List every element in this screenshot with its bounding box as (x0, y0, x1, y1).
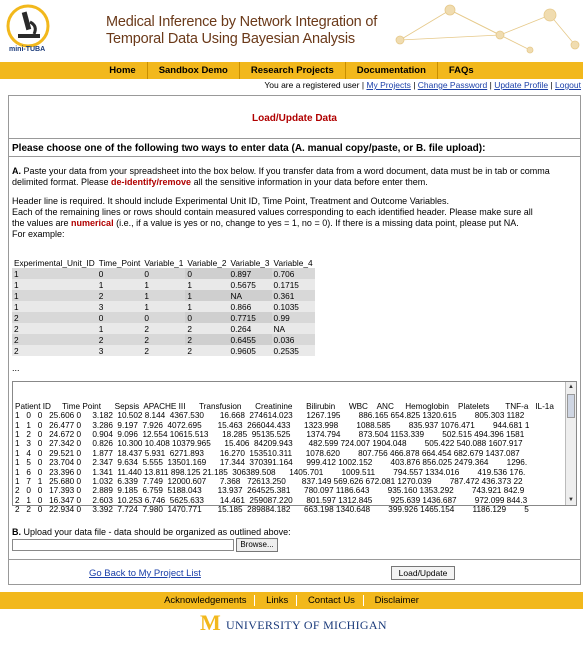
example-cell: Time_Point (98, 257, 141, 268)
example-cell: 0.361 (272, 290, 315, 301)
browse-button[interactable]: Browse... (236, 538, 278, 552)
textarea-line: 1 1 0 26.477 0 3.286 9.197 7.926 4072.695 15.463 266044.433 1323.998 1088.585 835.937 1076.471 944.681 1 (15, 420, 530, 430)
textarea-line: 1 5 0 23.704 0 2.347 9.634 5.555 13501.169 17.344 370391.164 999.412 1002.152 403.876 856.025 2479.364 1296. (15, 458, 528, 468)
divider (9, 559, 580, 560)
example-cell: 2 (185, 345, 228, 356)
divider (9, 138, 580, 139)
example-cell: 2 (12, 312, 97, 323)
example-cell: 0.99 (272, 312, 315, 323)
example-cell: 0.1715 (272, 279, 315, 290)
textarea-scrollbar[interactable] (565, 382, 576, 505)
footer-disclaimer[interactable]: Disclaimer (374, 595, 419, 606)
example-cell: 2 (185, 323, 228, 334)
choose-instructions: Please choose one of the following two ways to enter data (A. manual copy/paste, or B. file upload): (12, 143, 486, 154)
site-title-line2: Temporal Data Using Bayesian Analysis (106, 31, 355, 47)
example-cell: 2 (12, 334, 97, 345)
footer-acknowledgements[interactable]: Acknowledgements (156, 595, 255, 606)
nav-documentation[interactable]: Documentation (346, 62, 438, 79)
example-cell: 3 (97, 345, 143, 356)
load-update-button[interactable]: Load/Update (391, 566, 455, 580)
update-profile-link[interactable]: Update Profile (494, 80, 549, 90)
site-header (0, 0, 583, 62)
example-cell: 2 (142, 323, 185, 334)
example-cell: 1 (185, 301, 228, 312)
my-projects-link[interactable]: My Projects (366, 80, 411, 90)
footer-links[interactable]: Links (258, 595, 297, 606)
example-row (12, 312, 315, 323)
example-cell: 1 (12, 268, 97, 279)
separator: | (487, 80, 495, 90)
example-cell: 2 (12, 323, 97, 334)
scroll-thumb[interactable] (567, 394, 575, 418)
example-cell: 0.897 (228, 268, 271, 279)
textarea-line: 2 0 0 17.393 0 2.889 9.185 6.759 5188.043 13.937 264525.381 780.097 1186.643 935.160 1353.292 743.921 842.9 (15, 486, 525, 496)
example-cell: 0.036 (272, 334, 315, 345)
example-cell: 2 (97, 334, 143, 345)
scroll-down-icon[interactable]: ▼ (568, 497, 574, 503)
nav-sandbox-demo[interactable]: Sandbox Demo (148, 62, 240, 79)
example-cell: Variable_1 (144, 257, 184, 268)
example-cell: 2 (12, 345, 97, 356)
nav-research-projects[interactable]: Research Projects (240, 62, 346, 79)
example-cell: 1 (12, 279, 97, 290)
textarea-line: 1 6 0 23.396 0 1.341 11.440 13.811 898.125 21.185 306389.508 1405.701 1009.511 794.557 1334.016 419.536 176. (15, 467, 526, 477)
change-password-link[interactable]: Change Password (417, 80, 488, 90)
university-logo[interactable] (200, 612, 390, 634)
example-cell: 1 (97, 279, 143, 290)
example-cell: Variable_3 (230, 257, 270, 268)
example-cell: 1 (97, 323, 143, 334)
example-cell: 1 (12, 301, 97, 312)
textarea-line: Patient ID Time Point Sepsis APACHE III Transfusion Creatinine Bilirubin WBC ANC Hemoglobin Platelets TNF-a IL-1a (15, 401, 554, 411)
example-cell: 0.1035 (272, 301, 315, 312)
example-cell: 0.2535 (272, 345, 315, 356)
upload-text: Upload your data file - data should be organized as outlined above: (21, 527, 291, 537)
example-cell: 2 (185, 334, 228, 345)
textarea-line: 2 1 0 16.347 0 2.603 10.253 6.746 5625.633 14.461 259087.220 801.597 1312.845 925.639 1436.687 972.099 844.3 (15, 495, 528, 505)
example-row (12, 301, 315, 312)
example-cell: 0.6455 (228, 334, 271, 345)
example-cell: 0.7715 (228, 312, 271, 323)
example-cell: 1 (12, 290, 97, 301)
main-nav (0, 62, 583, 79)
rows-note-line1: Each of the remaining lines or rows should contain measured values corresponding to each identified header. Please make sure all (12, 207, 533, 217)
example-cell: 1 (185, 279, 228, 290)
textarea-line: 1 3 0 27.342 0 0.826 10.300 10.408 10379.965 15.406 84209.943 482.599 724.007 1904.048 505.422 540.088 1607.917 (15, 439, 523, 449)
example-cell: NA (228, 290, 271, 301)
example-cell: 2 (97, 290, 143, 301)
example-row (12, 323, 315, 334)
option-b-label: B. (12, 527, 21, 537)
textarea-line: 1 2 0 24.672 0 0.904 9.096 12.554 10615.513 18.285 95135.525 1374.794 873.504 1153.339 502.515 494.396 1581 (15, 430, 525, 440)
textarea-line: 2 2 0 22.934 0 3.392 7.724 7.980 1470.771 15.185 289884.182 663.198 1340.648 399.926 1465.154 1186.129 5 (15, 505, 529, 515)
example-cell: 3 (97, 301, 143, 312)
example-cell: 0 (142, 268, 185, 279)
textarea-line: 1 0 0 25.606 0 3.182 10.502 8.144 4367.530 16.668 274614.023 1267.195 886.165 654.825 1320.615 805.303 1182 (15, 411, 525, 421)
network-graphic-icon (380, 0, 583, 62)
example-row (12, 279, 315, 290)
example-row (12, 268, 315, 279)
example-cell: Variable_2 (187, 257, 227, 268)
example-cell: NA (272, 323, 315, 334)
user-status: You are a registered user | (264, 80, 367, 90)
example-cell: 1 (142, 301, 185, 312)
panel-title: Load/Update Data (251, 113, 337, 124)
footer-contact-us[interactable]: Contact Us (300, 595, 364, 606)
logo-text: mini-TUBA (9, 46, 46, 53)
example-cell: 0.866 (228, 301, 271, 312)
example-table (12, 257, 315, 356)
example-cell: Variable_4 (273, 257, 313, 268)
example-cell: 0 (142, 312, 185, 323)
deidentify-warning: de-identify/remove (111, 177, 192, 187)
example-cell: Experimental_Unit_ID (14, 257, 95, 268)
example-cell: 1 (142, 290, 185, 301)
for-example-label: For example: (12, 229, 65, 239)
separator: | (410, 80, 418, 90)
site-title-line1: Medical Inference by Network Integration of (106, 14, 378, 30)
nav-faqs[interactable]: FAQs (448, 65, 474, 76)
example-cell: 0.9605 (228, 345, 271, 356)
load-data-panel (8, 95, 581, 585)
file-path-input[interactable] (12, 539, 234, 551)
rows-note-pre: the values are (12, 218, 72, 228)
nav-home[interactable]: Home (98, 62, 147, 79)
back-to-projects-link[interactable]: Go Back to My Project List (89, 568, 201, 579)
example-cell: 0.264 (228, 323, 271, 334)
example-ellipsis: ... (12, 363, 20, 373)
example-row (12, 334, 315, 345)
example-cell: 0 (97, 312, 143, 323)
paste-text-end: all the sensitive information in your data before enter them. (191, 177, 428, 187)
example-cell: 0.706 (272, 268, 315, 279)
upload-instructions (12, 527, 291, 537)
user-bar (0, 79, 583, 92)
example-cell: 0 (185, 268, 228, 279)
paste-text: Paste your data from your spreadsheet into the box below. If you transfer data from a word document, data must be in tab or comma delimited format. Please (12, 166, 550, 187)
example-cell: 1 (142, 279, 185, 290)
data-textarea[interactable] (12, 381, 577, 515)
header-line-note: Header line is required. It should include Experimental Unit ID, Time Point, Treatment and Outcome Variables. (12, 196, 450, 206)
logout-link[interactable]: Logout (555, 80, 581, 90)
separator: | (548, 80, 555, 90)
textarea-line: 1 7 1 25.680 0 1.032 6.339 7.749 12000.607 7.368 72613.250 837.149 569.626 672.081 1270.039 787.472 436.373 22 (15, 477, 523, 487)
block-m-icon: M (200, 610, 221, 635)
example-header-row (12, 257, 315, 268)
paste-instructions (12, 166, 578, 188)
example-cell: 2 (142, 334, 185, 345)
example-cell: 0 (185, 312, 228, 323)
rows-note-line2 (12, 218, 578, 229)
example-cell: 1 (185, 290, 228, 301)
scroll-up-icon[interactable]: ▲ (568, 384, 574, 390)
option-a-label: A. (12, 166, 21, 176)
example-cell: 2 (142, 345, 185, 356)
numerical-emphasis: numerical (71, 218, 114, 228)
example-row (12, 345, 315, 356)
example-cell: 0 (97, 268, 143, 279)
divider (9, 156, 580, 157)
rows-note-post: (i.e., if a value is yes or no, change to yes = 1, no = 0). If there is a missing data point, please put NA. (113, 218, 519, 228)
example-row (12, 290, 315, 301)
university-name: UNIVERSITY OF MICHIGAN (226, 618, 387, 632)
textarea-line: 1 4 0 29.521 0 1.877 18.437 5.931 6271.893 16.270 153510.311 1078.620 807.756 466.878 664.454 682.679 1437.087 (15, 448, 520, 458)
microscope-logo-icon[interactable] (6, 4, 52, 50)
example-cell: 0.5675 (228, 279, 271, 290)
footer-nav (0, 592, 583, 609)
